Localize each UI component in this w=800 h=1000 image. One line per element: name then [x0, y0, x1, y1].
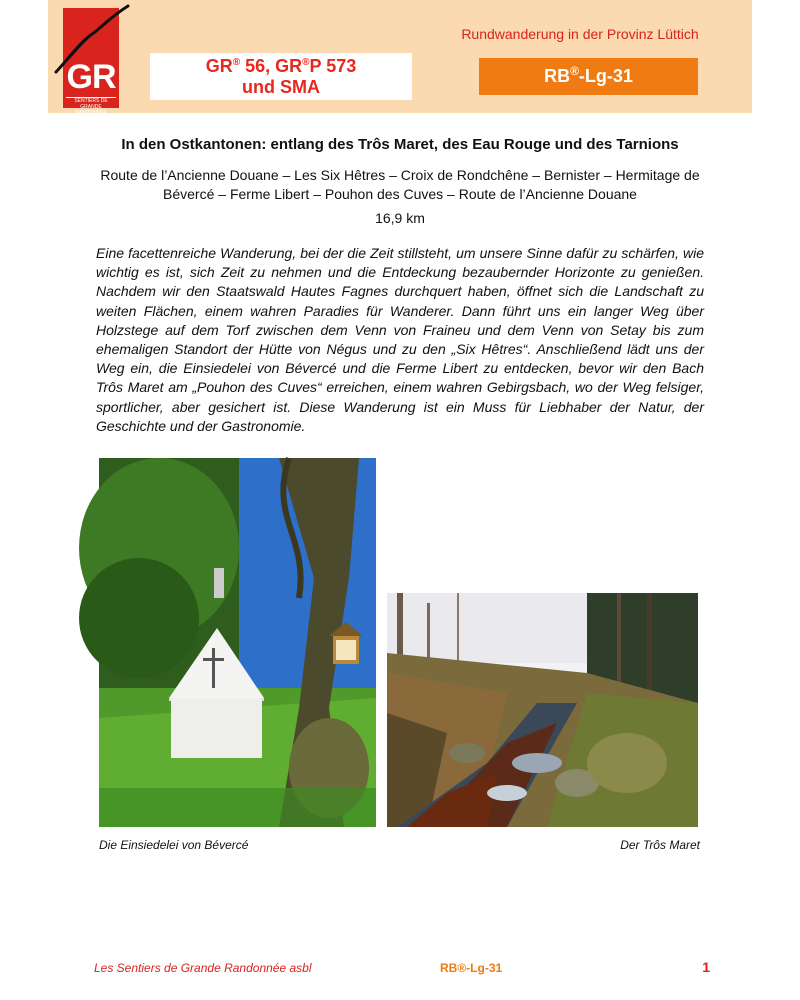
footer-organization: Les Sentiers de Grande Randonnée asbl [94, 961, 312, 975]
route-description: Route de l’Ancienne Douane – Les Six Hêtres – Croix de Rondchêne – Bernister – Hermitage de Bévercé – Ferme Libert – Pouhon des Cuves – Route de l’Ancienne Douane [100, 167, 700, 202]
page-title: In den Ostkantonen: entlang des Trôs Maret, des Eau Rouge und des Tarnions [121, 136, 679, 153]
distance: 16,9 km [375, 210, 425, 226]
logo-strip: SENTIERS DE GRANDE RANDONNÉE [66, 97, 116, 104]
tros-maret-photo [387, 593, 698, 827]
gr-routes-line2: und SMA [242, 77, 320, 97]
caption-hermitage: Die Einsiedelei von Bévercé [99, 838, 249, 852]
caption-tros-maret: Der Trôs Maret [620, 838, 700, 852]
intro-paragraph: Eine facettenreiche Wanderung, bei der die Zeit stillsteht, um unsere Sinne dafür zu schärfen, wie wichtig es ist, sich Zeit zu nehmen und die Entdeckung bezaubernder Horizonte zu genießen. Nachdem wir den Staatswald Hautes Fagnes durchquert haben, öffnet sich die Landschaft zu weiten Flächen, einem wahren Paradies für Wanderer. Dann führt uns ein langer Weg über Holzstege auf dem Torf zwischen dem Venn von Fraineu und dem Venn von Setay bis zum ehemaligen Standort der Hütte von Négus und zu den „Six Hêtres“. Anschließend lädt uns der Weg ein, die Einsiedelei von Bévercé und die Ferme Libert zu entdecken, bevor wir den Bach Trôs Maret am „Pouhon des Cuves“ erreichen, einem wahren Gebirgsbach, wo der Weg felsiger, sportlicher, aber gesichert ist. Diese Wanderung ist ein Muss für Liebhaber der Natur, der Geschichte und der Gastronomie. [96, 245, 704, 434]
region-title: Rundwanderung in der Provinz Lüttich [461, 26, 699, 42]
page-number: 1 [702, 959, 710, 975]
footer-code: RB®-Lg-31 [440, 961, 503, 975]
hermitage-photo [99, 458, 376, 827]
gr-routes-line1: GR® 56, GR®P 573 [205, 56, 357, 76]
logo-text: GR [66, 58, 116, 96]
rb-code-box: RB®-Lg-31 [479, 58, 698, 95]
gr-routes-box [150, 53, 412, 100]
